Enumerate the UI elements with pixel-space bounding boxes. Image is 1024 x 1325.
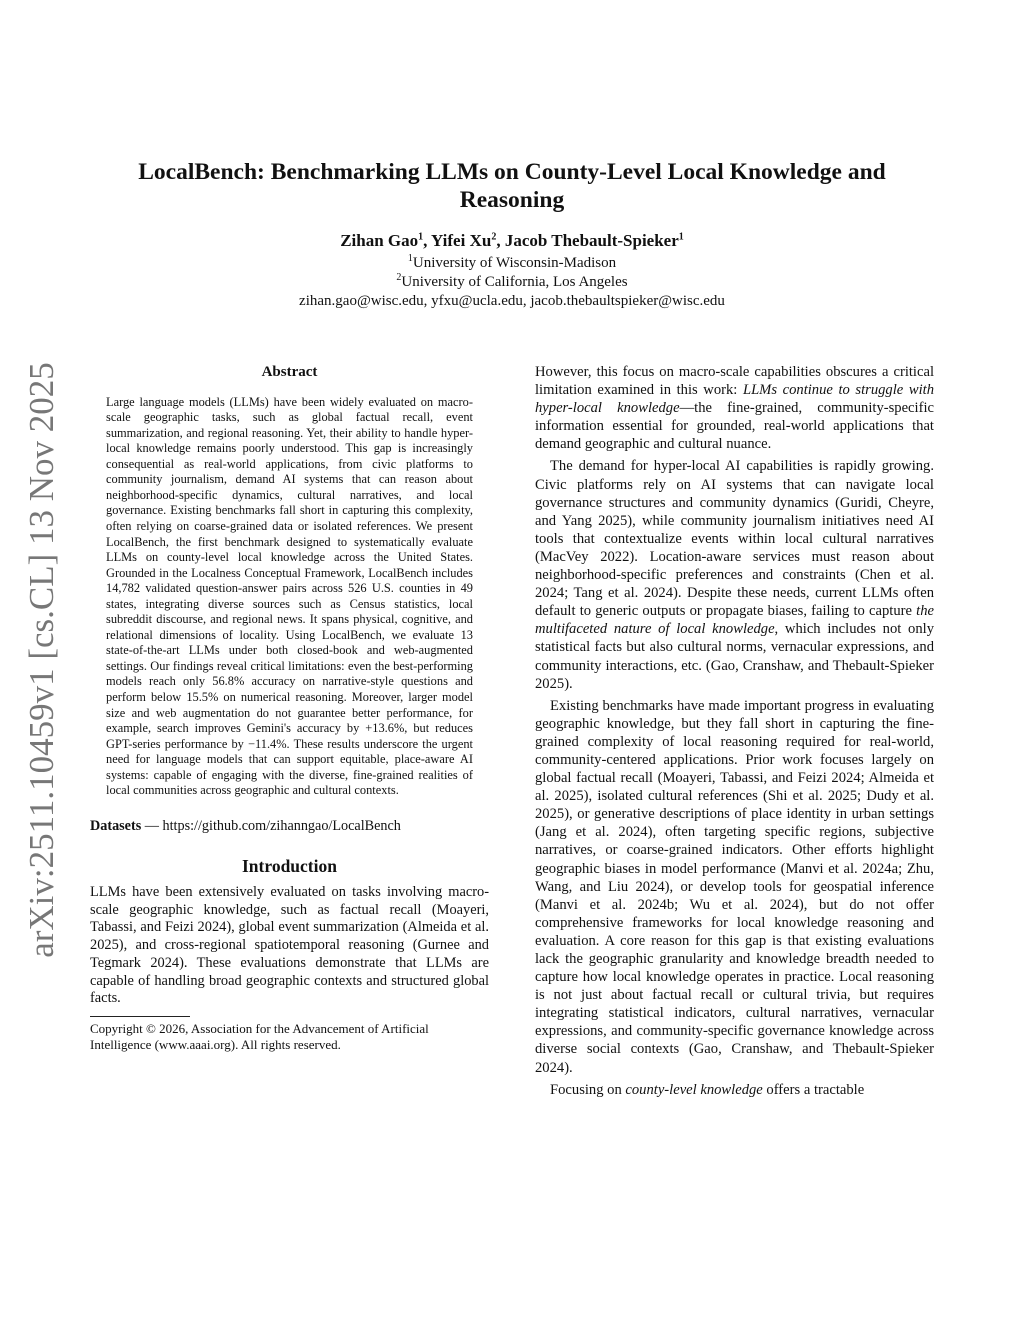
right-column	[535, 363, 934, 1099]
affiliation	[90, 254, 934, 273]
paragraph-text: However, this focus on macro-scale capabilities obscures a critical limitation examined in this work:	[535, 364, 934, 399]
author-affiliation-mark: 1	[418, 231, 424, 243]
paragraph-text: Focusing on	[550, 1081, 626, 1098]
author-name: Zihan Gao	[340, 231, 419, 250]
author-name: Jacob Thebault-Spieker	[504, 231, 679, 250]
emphasis-text: county-level knowledge	[625, 1081, 763, 1098]
paragraph-text: , which includes not only statistical facts but also cultural norms, vernacular expressions, and community interactions, etc. (Gao, Cranshaw, and Thebault-Spieker 2025).	[535, 621, 934, 692]
footnote-divider	[90, 1016, 190, 1017]
abstract-text: Large language models (LLMs) have been widely evaluated on macro-scale geographic tasks, such as global factual recall, event summarization, and regional reasoning. Yet, their ability to handle hyper-local knowledge remains poorly understood. This gap is increasingly consequential as real-world applications, from civic platforms to community journalism, demand AI systems that can reason about neighborhood-specific dynamics, cultural narratives, and local governance. Existing benchmarks fall short in capturing this complexity, often relying on coarse-grained data or isolated references. We present LocalBench, the first benchmark designed to systematically evaluate LLMs on county-level local knowledge across the United States. Grounded in the Localness Conceptual Framework, LocalBench includes 14,782 validated question-answer pairs across 526 U.S. counties in 49 states, integrating diverse sources such as Census statistics, local subreddit discourse, and regional news. It spans physical, cognitive, and relational dimensions of locality. Using LocalBench, we evaluate 13 state-of-the-art LLMs under both closed-book and web-augmented settings. Our findings reveal critical limitations: even the best-performing models reach only 56.8% accuracy on narrative-style questions and perform below 15.5% on numerical reasoning. Moreover, larger model size and web augmentation do not guarantee better performance, for example, search improves Gemini's accuracy by +13.6%, but reduces GPT-series performance by −11.4%. These results underscore the urgent need for language models that can support equitable, place-aware AI systems: capable of engaging with the diverse, fine-grained realities of local communities across geographic and cultural contexts.	[106, 394, 473, 798]
author-name: Yifei Xu	[431, 231, 492, 250]
copyright-footnote: Copyright © 2026, Association for the Advancement of Artificial Intelligence (www.aaai.org). All rights reserved.	[90, 1020, 429, 1053]
authors: Zihan Gao$^1$, Yifei Xu$^2$, Jacob Thebault-Spieker$^1$	[340, 231, 684, 250]
emphasis-text: LLMs continue to struggle with hyper-local knowledge	[535, 382, 934, 417]
body-paragraph: Existing benchmarks have made important progress in evaluating geographic knowledge, but they fall short in capturing the fine-grained complexity of local reasoning required for real-world, community-centered applications. Prior work focuses largely on global factual recall (Moayeri, Tabassi, and Feizi 2024; Almeida et al. 2025), isolated cultural references (Shi et al. 2025; Dudy et al. 2025), or generative descriptions of place identity in urban settings (Jang et al. 2024), often targeting specific regions, subjective narratives, or coarse-grained indicators. Other efforts highlight geographic biases in model performance (Manvi et al. 2024a; Zhu, Wang, and Liu 2024), or develop tools for geospatial inference (Manvi et al. 2024b; Wu et al. 2024), but do not offer comprehensive frameworks for local knowledge reasoning and evaluation. A core reason for this gap is that existing evaluations lack the geographic granularity and knowledge breadth needed to capture how local knowledge operates in practice. Local reasoning is not just about factual recall or cultural trivia, but requires integrating statistical indicators, cultural narratives, vernacular expressions, and community-specific governance knowledge across diverse social contexts (Gao, Cranshaw, and Thebault-Spieker 2024).	[535, 697, 934, 1076]
datasets-link[interactable]: https://github.com/zihanngao/LocalBench	[162, 817, 401, 834]
arxiv-identifier: arXiv:2511.10459v1 [cs.CL] 13 Nov 2025	[22, 362, 61, 958]
author-affiliation-mark: 2	[491, 231, 497, 243]
affiliation-mark: 1	[407, 253, 413, 264]
body-paragraph	[535, 1081, 934, 1099]
intro-paragraph: LLMs have been extensively evaluated on tasks involving macro-scale geographic knowledge, such as factual recall (Moayeri, Tabassi, and Feizi 2024), global event summarization (Almeida et al. 2025), and cross-regional spatiotemporal reasoning (Gurnee and Tegmark 2024). These evaluations demonstrate that LLMs are capable of handling broad geographic contexts and structured global facts.	[90, 884, 489, 1007]
body-paragraph	[535, 457, 934, 692]
abstract-heading: Abstract	[261, 364, 318, 380]
paragraph-text: —the fine-grained, community-specific information essential for grounded, real-world applications that demand geographic and cultural nuance.	[535, 400, 934, 453]
paper-title: LocalBench: Benchmarking LLMs on County-Level Local Knowledge and Reasoning	[138, 159, 886, 213]
title-block	[90, 158, 934, 311]
datasets-line	[90, 818, 489, 835]
affiliation	[90, 273, 934, 292]
emphasis-text: the multifaceted nature of local knowledge	[535, 603, 934, 638]
left-column	[90, 364, 489, 1054]
author-emails: zihan.gao@wisc.edu, yfxu@ucla.edu, jacob.thebaultspieker@wisc.edu	[299, 293, 725, 309]
paragraph-text: offers a tractable	[762, 1081, 865, 1098]
paragraph-text: The demand for hyper-local AI capabilities is rapidly growing. Civic platforms rely on AI systems that can navigate local governance structures and community dynamics (Guridi, Cheyre, and Yang 2025), while community journalism initiatives need AI tools that contextualize events within local cultural narratives (MacVey 2022). Location-aware services must reason about neighborhood-specific preferences and constraints (Chen et al. 2024; Tang et al. 2024). Despite these needs, current LLMs often default to generic outputs or propagate biases, failing to capture	[535, 458, 934, 620]
introduction-heading: Introduction	[242, 856, 337, 877]
affiliation-mark: 2	[396, 272, 402, 283]
datasets-separator: —	[141, 817, 163, 834]
author-affiliation-mark: 1	[678, 231, 684, 243]
body-paragraph	[535, 363, 934, 453]
affiliation-name: University of California, Los Angeles	[401, 274, 628, 290]
affiliation-name: University of Wisconsin-Madison	[412, 255, 617, 271]
datasets-label: Datasets	[90, 817, 142, 834]
